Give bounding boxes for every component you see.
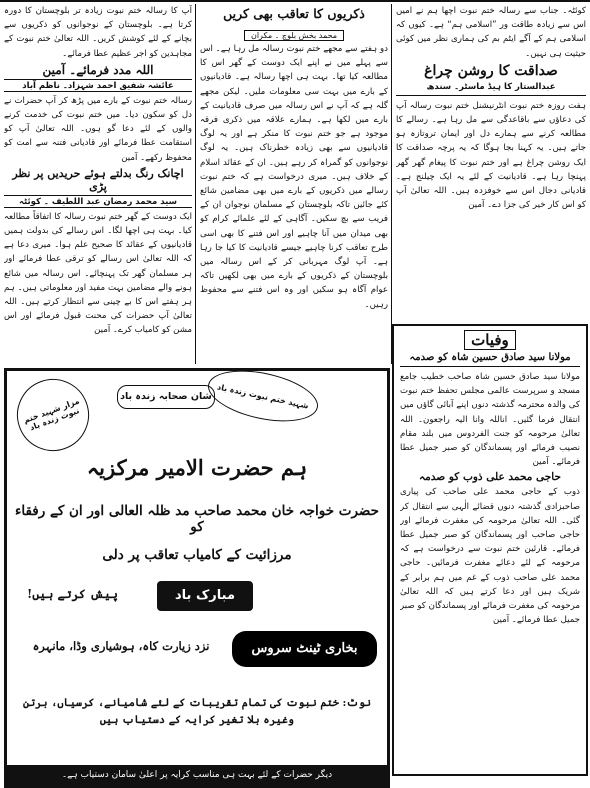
stamp-right: شہید ختم نبوت زندہ باد bbox=[203, 362, 322, 430]
ad-address: نزد زیارت کاہ، ہوشیاری وڈا، مانہرہ bbox=[32, 639, 210, 653]
letter-paragraph: کوئٹہ۔ جناب سے رسالہ ختم نبوت اچھا ہم نے امیں اس سے زیادہ طاقت ور ”اسلامی ہم“ ہے۔ کیوں کہ اسلامی ہم کے آگے ایٹم بم کی ہماری نظر میں کوئی حیثیت ہی نہیں۔ bbox=[396, 6, 586, 59]
obituary-body-2: ذوب کے حاجی محمد علی صاحب کی پیاری صاحبزادی گذشتہ دنوں قضائے الٰہی سے انتقال کر گئی۔ اللہ تعالیٰ مرحومہ کی مغفرت فرمائے اور حاجی صاحب اور پسماندگان کو صبر جمیل عطا فرمائے۔ قارئین ختم نبوت سے درخواست ہے کہ مرحومہ کے لئے دعائے مغفرت فرمائیں۔ حاجی محمد علی صاحب ذوب کے غم میں ہم برابر کے شریک ہیں اور دعا کرتے ہیں کہ اللہ تعالیٰ مرحومہ کی مغفرت فرمائے اور پسماندگان کو صبر جمیل عطا فرمائے۔ آمین bbox=[400, 487, 580, 626]
ad-line-1: ہم حضرت الامیر مرکزیہ bbox=[86, 455, 308, 480]
middle-column bbox=[200, 4, 388, 362]
ad-line-2: حضرت خواجہ خان محمد صاحب مد ظلہ العالی اور ان کے رفقاء کو bbox=[15, 503, 379, 535]
article-headline: ذکریوں کا تعاقب بھی کریں bbox=[223, 6, 365, 21]
article-byline: محمد بخش بلوچ ۔ مکران bbox=[244, 30, 344, 41]
article-headline: اچانک رنگ بدلتے ہوئے حریدیں پر نظر پڑی bbox=[12, 166, 184, 193]
dua-line: اللہ مدد فرمائے۔ آمین bbox=[42, 62, 154, 77]
banner: شان صحابہ زندہ باد bbox=[117, 385, 215, 409]
divider bbox=[396, 95, 586, 96]
article-headline: صداقت کا روشن چراغ bbox=[424, 62, 558, 79]
obituary-content bbox=[400, 330, 580, 768]
tent-service-name: بخاری ٹینٹ سروس bbox=[232, 631, 377, 667]
top-rule bbox=[0, 0, 590, 2]
letter-paragraph-2: رسالہ ختم نبوت کے بارے میں پڑھ کر آپ حضرات نے دل کو سکون دیا۔ میں ختم نبوت کی خدمت کرنے والوں کے لئے دعا گو ہوں۔ اللہ تعالیٰ آپ کو استقامت عطا فرمائے اور قادیانی فتنہ سے امت کو محفوظ رکھے۔ آمین bbox=[4, 95, 192, 163]
obituary-subtitle-2: حاجی محمد علی ذوب کو صدمہ bbox=[419, 471, 561, 484]
right-column bbox=[396, 4, 586, 274]
divider bbox=[400, 366, 580, 367]
article-byline: عبدالستار کا ہیڈ ماسٹر۔ سندھ bbox=[426, 81, 556, 92]
column-divider-2 bbox=[391, 4, 392, 364]
ad-line-3: مرزائیت کے کامیاب تعاقب پر دلی bbox=[102, 547, 292, 563]
obituary-body: مولانا سید صادق حسین شاہ صاحب خطیب جامع مسجد و سرپرست عالمی مجلس تحفظ ختم نبوت کی والدہ محترمہ گذشتہ دنوں اپنے آبائی گاؤں میں انتقال فرما گئیں۔ اناللہ وانا الیہ راجعون۔ اللہ تعالیٰ مرحومہ کو جنت الفردوس میں بلند مقام نصیب فرمائے اور پسماندگان کو صبر جمیل عطا فرمائے۔ آمین bbox=[400, 372, 580, 468]
stamp-left: مزار شہید ختم نبوت زندہ باد bbox=[7, 369, 99, 461]
advertisement-box bbox=[4, 368, 390, 788]
ad-line-4: پیش کرتے ہیں! bbox=[27, 587, 118, 601]
ad-footer: دیگر حضرات کے لئے بہت ہی مناسب کرایہ پر اعلیٰ سامان دستیاب ہے۔ bbox=[7, 765, 387, 785]
article-body: دو ہفتے سے مجھے ختم نبوت رسالہ مل رہا ہے۔ اس سے پہلے میں نے اپنے ایک دوست کے گھر اس کا مطالعہ کیا تھا۔ بہت ہی اچھا رسالہ ہے۔ قادیانیوں کے بارے میں بہت سی معلومات ملیں۔ لیکن مجھے گلہ ہے کہ آپ نے اس رسالہ میں صرف قادیانیت کے بارے میں لکھا ہے۔ ہمارے علاقہ میں ذکری فرقہ موجود ہے جو ختم نبوت کا منکر ہے اور یہ لوگ قادیانیوں سے بھی زیادہ خطرناک ہیں۔ یہ لوگ نوجوانوں کو گمراہ کر رہے ہیں۔ ان کے عقائد اسلام کے خلاف ہیں۔ میری درخواست ہے کہ ختم نبوت رسالے میں ذکریوں کے بارے میں بھی مضامین شائع کئے جائیں تاکہ بلوچستان کے مسلمان نوجوان ان کے فریب سے بچ سکیں۔ آگاہی کے لئے علمائے کرام کو بھی میدان میں آنا چاہیے اور اس فتنے کا بھی اسی طرح تعاقب کرنا چاہیے جیسے قادیانیت کا کیا جا رہا ہے۔ آپ لوگ مہربانی کر کے اس رسالہ میں بلوچستان کے ذکریوں کے بارے میں بھی لکھیں تاکہ عوام آگاہ ہو سکیں اور وہ اس فتنے سے محفوظ رہیں۔ bbox=[200, 44, 388, 310]
article-byline: عائشہ شفیق احمد شہزاد۔ ناظم آباد bbox=[4, 79, 192, 92]
article-body: ہفت روزہ ختم نبوت انٹرنیشنل ختم نبوت رسالہ آپ کی دعاؤں سے باقاعدگی سے مل رہا ہے۔ رسالے کا مطالعہ کرنے سے ہمارے دل اور ایمان تروتازہ ہو جاتے ہیں۔ یہ کہنا بجا ہوگا کہ یہ پرچہ صداقت کا ایک روشن چراغ ہے اور ختم نبوت کا پیغام گھر گھر پہنچا رہا ہے۔ قادیانیت کے لئے یہ ایک چیلنج ہے۔ قادیانی دجال اس سے خوفزدہ ہیں۔ اللہ تعالیٰ آپ کو اس کار خیر کی جزا دے۔ آمین bbox=[396, 100, 586, 211]
obituary-title: وفیات bbox=[464, 330, 516, 350]
obituary-box bbox=[392, 324, 588, 776]
obituary-subtitle: مولانا سید صادق حسین شاہ کو صدمہ bbox=[409, 352, 571, 363]
ad-note: نوٹ: ختم نبوت کی تمام تقریبات کے لئے شامیانے، کرسیاں، برتن وغیرہ بلا تغیر کرایہ کے دستیاب ہیں bbox=[22, 697, 372, 726]
left-column bbox=[4, 4, 192, 362]
article-byline-2: سید محمد رمضان عبد اللطیف ۔ کوئٹہ bbox=[4, 195, 192, 208]
mubarak-badge: مبارک باد bbox=[157, 581, 253, 611]
letter-paragraph: آپ کا رسالہ ختم نبوت زیادہ تر بلوچستان کا دورہ کرتا ہے۔ بلوچستان کے نوجوانوں کو ذکریوں سے بچانے کے لئے کوشش کریں۔ اللہ تعالیٰ ختم نبوت کے مجاہدین کو اجر عظیم عطا فرمائے۔ bbox=[4, 6, 192, 59]
column-divider-1 bbox=[195, 4, 196, 364]
letter-paragraph-3: ایک دوست کے گھر ختم نبوت رسالہ کا اتفاقاً مطالعہ کیا۔ بہت ہی اچھا لگا۔ اس رسالے کی بدولت ہمیں قادیانیوں کے عقائد کا صحیح علم ہوا۔ میری دعا ہے کہ اللہ تعالیٰ اس رسالے کو ترقی عطا فرمائے اور ہر مسلمان گھر تک پہنچائے۔ اس رسالہ میں شائع ہونے والے مضامین بہت مفید اور معلوماتی ہیں۔ ہم ہر ہفتے اس کا بے چینی سے انتظار کرتے ہیں۔ اللہ تعالیٰ آپ حضرات کی محنت قبول فرمائے اور اس مشن کو کامیاب کرے۔ آمین bbox=[4, 211, 192, 336]
